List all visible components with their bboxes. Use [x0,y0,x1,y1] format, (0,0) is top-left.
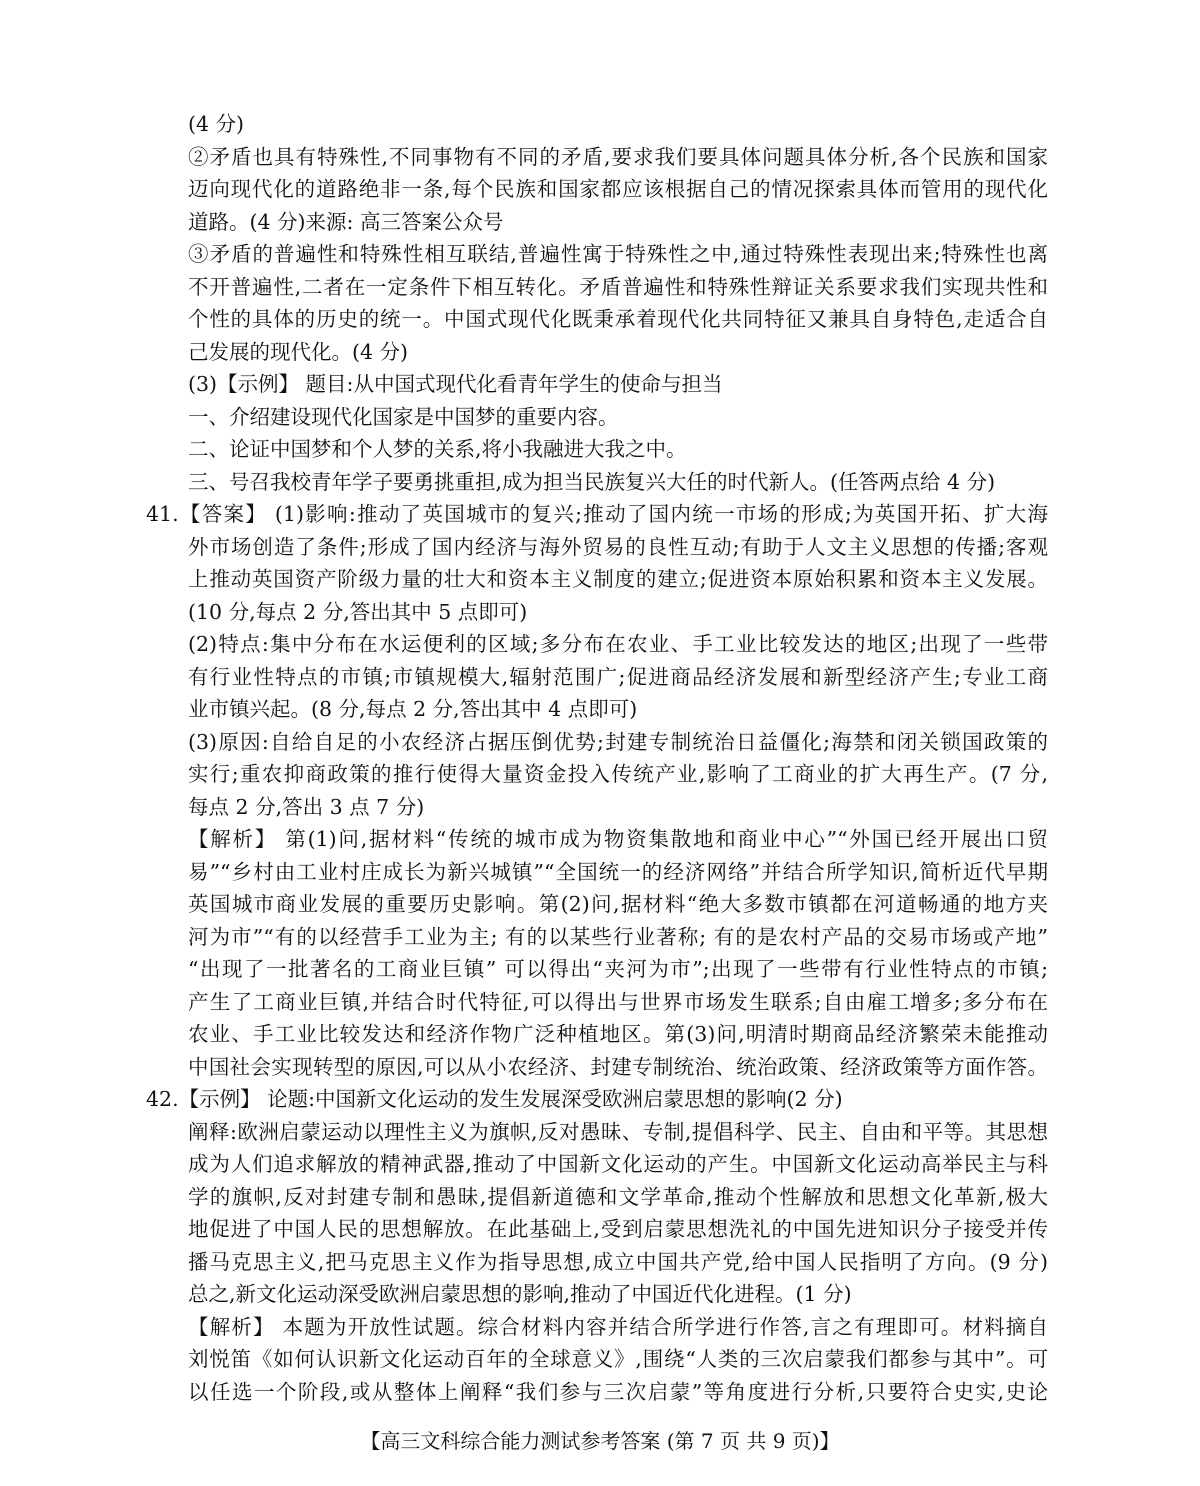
text-line: 总之,新文化运动深受欧洲启蒙思想的影响,推动了中国近代化进程。(1 分) [188,1282,852,1306]
text-line: 有行业性特点的市镇;市镇规模大,辐射范围广;促进商品经济发展和新型经济产生;专业工商 [188,664,1048,689]
text-line: 英国城市商业发展的重要历史影响。第(2)问,据材料“绝大多数市镇都在河道畅通的地方夹 [188,892,1048,916]
text-line: 一、介绍建设现代化国家是中国梦的重要内容。 [188,404,619,429]
text-line: 己发展的现代化。(4 分) [188,339,409,364]
text-line: (10 分,每点 2 分,答出其中 5 点即可) [188,599,528,624]
text-line: 以任选一个阶段,或从整体上阐释“我们参与三次启蒙”等角度进行分析,只要符合史实,史论 [188,1379,1048,1404]
text-line: 道路。(4 分)来源: 高三答案公众号 [188,209,504,234]
text-line: 二、论证中国梦和个人梦的关系,将小我融进大我之中。 [188,437,687,461]
text-line: “出现了一批著名的工商业巨镇” 可以得出“夹河为市”;出现了一些带有行业性特点的市镇; [188,957,1048,981]
document-body [0,108,1200,1408]
text-line: (4 分) [188,112,245,136]
text-line: 【解析】 本题为开放性试题。综合材料内容并结合所学进行作答,言之有理即可。材料摘自 [188,1314,1048,1339]
text-line: ②矛盾也具有特殊性,不同事物有不同的矛盾,要求我们要具体问题具体分析,各个民族和国家 [188,144,1048,169]
text-line: 地促进了中国人民的思想解放。在此基础上,受到启蒙思想洗礼的中国先进知识分子接受并传 [188,1217,1048,1241]
text-line: 每点 2 分,答出 3 点 7 分) [188,794,425,819]
text-line: 42.【示例】 论题:中国新文化运动的发生发展深受欧洲启蒙思想的影响(2 分) [146,1087,843,1111]
text-line: (2)特点:集中分布在水运便利的区域;多分布在农业、手工业比较发达的地区;出现了一些带 [188,632,1048,656]
text-line: 阐释:欧洲启蒙运动以理性主义为旗帜,反对愚昧、专制,提倡科学、民主、自由和平等。其思想 [188,1119,1048,1144]
text-line: ③矛盾的普遍性和特殊性相互联结,普遍性寓于特殊性之中,通过特殊性表现出来;特殊性也离 [188,242,1048,266]
text-line: 外市场创造了条件;形成了国内经济与海外贸易的良性互动;有助于人文主义思想的传播;客观 [188,534,1048,559]
text-line: 农业、手工业比较发达和经济作物广泛种植地区。第(3)问,明清时期商品经济繁荣未能推动 [188,1022,1048,1046]
text-line: 产生了工商业巨镇,并结合时代特征,可以得出与世界市场发生联系;自由雇工增多;多分布在 [188,989,1048,1014]
text-line: 易”“乡村由工业村庄成长为新兴城镇”“全国统一的经济网络”并结合所学知识,简析近代早期 [188,859,1048,884]
text-line: 不开普遍性,二者在一定条件下相互转化。矛盾普遍性和特殊性辩证关系要求我们实现共性和 [188,274,1048,299]
text-line: 刘悦笛《如何认识新文化运动百年的全球意义》,围绕“人类的三次启蒙我们都参与其中”。可 [188,1347,1048,1371]
text-line: 实行;重农抑商政策的推行使得大量资金投入传统产业,影响了工商业的扩大再生产。(7 分, [188,762,1048,786]
text-line: 业市镇兴起。(8 分,每点 2 分,答出其中 4 点即可) [188,697,638,721]
text-line: 学的旗帜,反对封建专制和愚昧,提倡新道德和文学革命,推动个性解放和思想文化革新,极大 [188,1184,1048,1209]
text-line: 上推动英国资产阶级力量的壮大和资本主义制度的建立;促进资本原始积累和资本主义发展。 [188,567,1048,591]
page-footer: 【高三文科综合能力测试参考答案 (第 7 页 共 9 页)】 [360,1429,840,1453]
text-line: 迈向现代化的道路绝非一条,每个民族和国家都应该根据自己的情况探索具体而管用的现代化 [188,177,1048,201]
text-line: 【解析】 第(1)问,据材料“传统的城市成为物资集散地和商业中心”“外国已经开展出口贸 [188,827,1048,851]
text-line: 播马克思主义,把马克思主义作为指导思想,成立中国共产党,给中国人民指明了方向。(9 分) [188,1249,1048,1274]
text-line: 中国社会实现转型的原因,可以从小农经济、封建专制统治、统治政策、经济政策等方面作答。 [188,1054,1048,1079]
text-line: 成为人们追求解放的精神武器,推动了中国新文化运动的产生。中国新文化运动高举民主与科 [188,1152,1048,1176]
text-line: 41.【答案】 (1)影响:推动了英国城市的复兴;推动了国内统一市场的形成;为英国开拓、扩大海 [146,502,1048,526]
text-line: 河为市”“有的以经营手工业为主; 有的以某些行业著称; 有的是农村产品的交易市场或产地” [188,924,1048,949]
text-line: 个性的具体的历史的统一。中国式现代化既秉承着现代化共同特征又兼具自身特色,走适合自 [188,307,1048,331]
text-line: (3)【示例】 题目:从中国式现代化看青年学生的使命与担当 [188,372,723,396]
text-line: (3)原因:自给自足的小农经济占据压倒优势;封建专制统治日益僵化;海禁和闭关锁国政策的 [188,729,1048,754]
text-line: 三、号召我校青年学子要勇挑重担,成为担当民族复兴大任的时代新人。(任答两点给 4 分) [188,469,996,494]
